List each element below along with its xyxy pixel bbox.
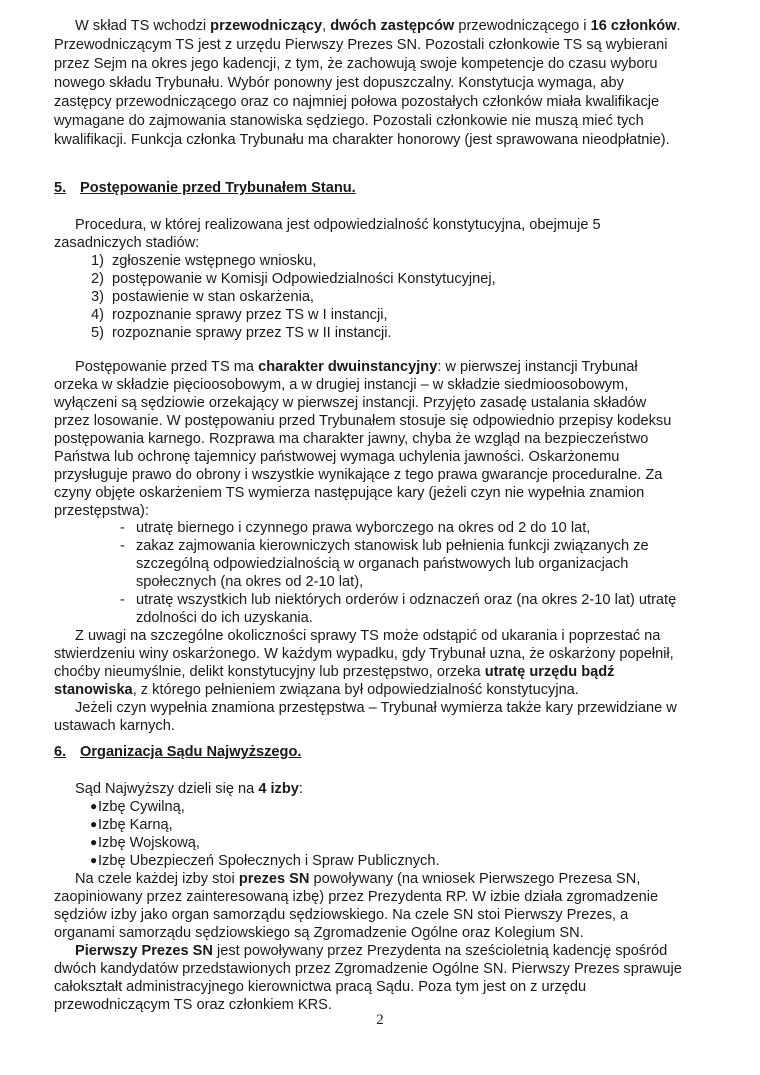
list-item: ●Izbę Ubezpieczeń Społecznych i Spraw Publicznych. [90, 853, 440, 869]
list-item: 5) rozpoznanie sprawy przez TS w II instancji. [91, 325, 392, 341]
text-line: ustawach karnych. [54, 718, 175, 734]
text-line: Na czele każdej izby stoi prezes SN powoływany (na wniosek Pierwszego Prezesa SN, [75, 871, 641, 887]
section-title: Organizacja Sądu Najwyższego. [80, 744, 302, 760]
text-line: nowego składu Trybunału. Wybór ponowny jest dopuszczalny. Konstytucja wymaga, aby [54, 75, 624, 91]
text-line: W skład TS wchodzi przewodniczący, dwóch zastępców przewodniczącego i 16 członków. [75, 18, 681, 34]
text-line: przestępstwa): [54, 503, 149, 519]
text-line: przewodniczącym TS oraz członkiem KRS. [54, 997, 332, 1013]
list-item-continuation: społecznych (na okres od 2-10 lat), [136, 574, 364, 590]
text-line: dwóch kandydatów przedstawionych przez Zgromadzenie Ogólne SN. Pierwszy Prezes sprawuje [54, 961, 682, 977]
list-item: - utratę biernego i czynnego prawa wyborczego na okres od 2 do 10 lat, [120, 520, 591, 536]
section-number: 6. [54, 744, 67, 760]
list-item: - utratę wszystkich lub niektórych orderów i odznaczeń oraz (na okres 2-10 lat) utratę [120, 592, 677, 608]
text-line: Przewodniczącym TS jest z urzędu Pierwszy Prezes SN. Pozostali członkowie TS są wybierani [54, 37, 668, 53]
text-line: Pierwszy Prezes SN jest powoływany przez Prezydenta na sześcioletnią kadencję spośród [75, 943, 668, 959]
text-line: stwierdzeniu winy oskarżonego. W każdym wypadku, gdy Trybunał uzna, że oskarżony popełnił, [54, 646, 674, 662]
bullet-icon: ● [90, 799, 98, 813]
text-line: Z uwagi na szczególne okoliczności sprawy TS może odstąpić od ukarania i poprzestać na [75, 628, 661, 644]
text-line: Procedura, w której realizowana jest odpowiedzialność konstytucyjna, obejmuje 5 [75, 217, 601, 233]
list-item: ●Izbę Karną, [90, 817, 173, 833]
text-line: zaopiniowany przez zainteresowaną izbę) przez Prezydenta RP. W izbie działa zgromadzenie [54, 889, 659, 905]
section-6-heading [54, 743, 301, 761]
bullet-icon: ● [90, 853, 98, 867]
text-line: przez losowanie. W postępowaniu przed Trybunałem stosuje się odpowiednio przepisy kodeksu [54, 413, 672, 429]
text-line: stanowiska, z którego pełnieniem związana był odpowiedzialność konstytucyjna. [54, 682, 579, 698]
text-line: czyny objęte oskarżeniem TS wymierza następujące kary (jeżeli czyn nie wypełnia znamion [54, 485, 645, 501]
text-line: postępowania karnego. Rozprawa ma charakter jawny, chyba że wzgląd na bezpieczeństwo [54, 431, 649, 447]
text-line: zasadniczych stadiów: [54, 235, 200, 251]
list-item: - zakaz zajmowania kierowniczych stanowisk lub pełnienia funkcji związanych ze [120, 538, 649, 554]
text-line: zastępcy przewodniczącego oraz co najmniej połowa pozostałych członków miała kwalifikacje [54, 94, 660, 110]
page-number: 2 [376, 1012, 384, 1028]
list-item: ●Izbę Cywilną, [90, 799, 185, 815]
text-line: orzeka w składzie pięcioosobowym, a w drugiej instancji – w składzie siedmioosobowym, [54, 377, 629, 393]
text-line: Państwa lub ochronę tajemnicy państwowej wymaga uchylenia jawności. Oskarżonemu [54, 449, 620, 465]
list-item: 4) rozpoznanie sprawy przez TS w I instancji, [91, 307, 388, 323]
bullet-icon: ● [90, 817, 98, 831]
list-item-continuation: zdolności do ich uzyskania. [136, 610, 313, 626]
section-title: Postępowanie przed Trybunałem Stanu. [80, 180, 356, 196]
text-line: choćby nieumyślnie, delikt konstytucyjny lub przestępstwo, orzeka utratę urzędu bądź [54, 664, 615, 680]
text-line: Sąd Najwyższy dzieli się na 4 izby: [75, 781, 303, 797]
bullet-icon: ● [90, 835, 98, 849]
text-line: całokształt administracyjnego kierownictwa pracą Sądu. Poza tym jest on z urzędu [54, 979, 587, 995]
text-line: Postępowanie przed TS ma charakter dwuinstancyjny: w pierwszej instancji Trybunał [75, 359, 638, 375]
list-item: 1) zgłoszenie wstępnego wniosku, [91, 253, 317, 269]
text-line: przez Sejm na okres jego kadencji, z tym, że zachowują swoje kompetencje do czasu wyboru [54, 56, 658, 72]
list-item: ●Izbę Wojskową, [90, 835, 200, 851]
text-line: organami samorządu sędziowskiego są Zgromadzenie Ogólne oraz Kolegium SN. [54, 925, 584, 941]
text-line: Jeżeli czyn wypełnia znamiona przestępstwa – Trybunał wymierza także kary przewidziane w [75, 700, 677, 716]
text-line: sędziów izby jako organ samorządu sędziowskiego. Na czele SN stoi Pierwszy Prezes, a [54, 907, 629, 923]
section-number: 5. [54, 180, 67, 196]
section-5-heading [54, 179, 356, 197]
list-item: 3) postawienie w stan oskarżenia, [91, 289, 314, 305]
text-line: wyłączeni są sędziowie orzekający w pierwszej instancji. Przyjęto zasadę ustalania składów [54, 395, 647, 411]
text-line: przysługuje prawo do obrony i wszystkie wynikające z tego prawa gwarancje proceduralne. Za [54, 467, 663, 483]
text-line: kwalifikacji. Funkcja członka Trybunału ma charakter honorowy (jest sprawowana nieodpłatnie). [54, 132, 670, 148]
list-item: 2) postępowanie w Komisji Odpowiedzialności Konstytucyjnej, [91, 271, 496, 287]
text-line: wymagane do zajmowania stanowiska sędziego. Pozostali członkowie nie muszą mieć tych [54, 113, 644, 129]
list-item-continuation: szczególną odpowiedzialnością w organach państwowych lub organizacjach [136, 556, 629, 572]
